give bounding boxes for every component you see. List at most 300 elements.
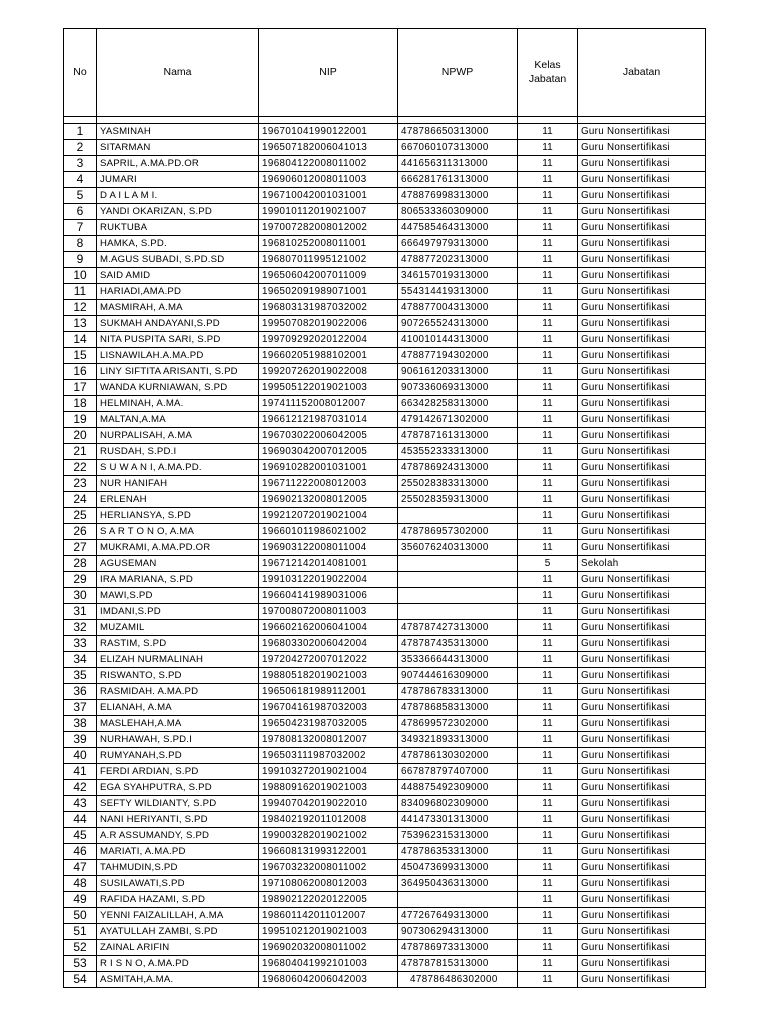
cell-jabatan: Guru Nonsertifikasi: [578, 668, 706, 684]
cell-kelas-jabatan: 11: [518, 524, 578, 540]
cell-nama: NANI HERIYANTI, S.PD: [97, 812, 259, 828]
cell-kelas-jabatan: 11: [518, 636, 578, 652]
cell-kelas-jabatan: 11: [518, 876, 578, 892]
cell-kelas-jabatan: 11: [518, 220, 578, 236]
table-row: [64, 604, 706, 620]
cell-npwp: 478787815313000: [398, 956, 518, 972]
cell-npwp: 441656311313000: [398, 156, 518, 172]
cell-npwp: [398, 572, 518, 588]
cell-nama: D A I L A M I.: [97, 188, 259, 204]
cell-nama: SAID AMID: [97, 268, 259, 284]
cell-nama: A.R ASSUMANDY, S.PD: [97, 828, 259, 844]
cell-npwp: 447585464313000: [398, 220, 518, 236]
cell-no: 22: [64, 460, 97, 476]
cell-nama: ELIZAH NURMALINAH: [97, 652, 259, 668]
cell-npwp: 666497979313000: [398, 236, 518, 252]
cell-kelas-jabatan: 11: [518, 972, 578, 988]
cell-jabatan: Sekolah: [578, 556, 706, 572]
cell-jabatan: Guru Nonsertifikasi: [578, 844, 706, 860]
cell-no: 40: [64, 748, 97, 764]
cell-jabatan: Guru Nonsertifikasi: [578, 476, 706, 492]
table-row: [64, 716, 706, 732]
cell-npwp: [398, 604, 518, 620]
cell-jabatan: Guru Nonsertifikasi: [578, 796, 706, 812]
cell-jabatan: Guru Nonsertifikasi: [578, 700, 706, 716]
table-row: [64, 796, 706, 812]
cell-no: 42: [64, 780, 97, 796]
cell-nama: HERLIANSYA, S.PD: [97, 508, 259, 524]
cell-nip: 196910282001031001: [259, 460, 398, 476]
cell-kelas-jabatan: 11: [518, 828, 578, 844]
cell-nip: 196711222008012003: [259, 476, 398, 492]
cell-nip: 196810252008011001: [259, 236, 398, 252]
cell-nama: LISNAWILAH.A.MA.PD: [97, 348, 259, 364]
table-row: [64, 588, 706, 604]
table-row: [64, 524, 706, 540]
cell-nama: M.AGUS SUBADI, S.PD.SD: [97, 252, 259, 268]
cell-nama: WANDA KURNIAWAN, S.PD: [97, 380, 259, 396]
cell-kelas-jabatan: 11: [518, 956, 578, 972]
cell-nip: 198902122020122005: [259, 892, 398, 908]
cell-npwp: 834096802309000: [398, 796, 518, 812]
table-row: [64, 316, 706, 332]
cell-jabatan: Guru Nonsertifikasi: [578, 876, 706, 892]
cell-jabatan: Guru Nonsertifikasi: [578, 172, 706, 188]
cell-npwp: 478786130302000: [398, 748, 518, 764]
cell-nama: MASLEHAH,A.MA: [97, 716, 259, 732]
cell-nama: MUZAMIL: [97, 620, 259, 636]
cell-no: 49: [64, 892, 97, 908]
cell-npwp: 255028383313000: [398, 476, 518, 492]
cell-npwp: 441473301313000: [398, 812, 518, 828]
cell-npwp: 753962315313000: [398, 828, 518, 844]
cell-no: 45: [64, 828, 97, 844]
table-row: [64, 300, 706, 316]
cell-jabatan: Guru Nonsertifikasi: [578, 748, 706, 764]
cell-nama: ZAINAL ARIFIN: [97, 940, 259, 956]
header-kelas-line2: Jabatan: [528, 72, 567, 85]
cell-nip: 196506181989112001: [259, 684, 398, 700]
cell-nip: 196906012008011003: [259, 172, 398, 188]
cell-jabatan: Guru Nonsertifikasi: [578, 572, 706, 588]
cell-nama: MUKRAMI, A.MA.PD.OR: [97, 540, 259, 556]
cell-jabatan: Guru Nonsertifikasi: [578, 140, 706, 156]
cell-no: 25: [64, 508, 97, 524]
cell-jabatan: Guru Nonsertifikasi: [578, 604, 706, 620]
cell-jabatan: Guru Nonsertifikasi: [578, 540, 706, 556]
cell-kelas-jabatan: 11: [518, 508, 578, 524]
cell-npwp: 907336069313000: [398, 380, 518, 396]
cell-npwp: 478786973313000: [398, 940, 518, 956]
cell-nip: 196507182006041013: [259, 140, 398, 156]
header-kelas-jabatan: [518, 29, 578, 117]
cell-nama: RAFIDA HAZAMI, S.PD: [97, 892, 259, 908]
cell-nip: 197808132008012007: [259, 732, 398, 748]
cell-npwp: 450473699313000: [398, 860, 518, 876]
cell-kelas-jabatan: 11: [518, 428, 578, 444]
cell-nama: NURPALISAH, A.MA: [97, 428, 259, 444]
cell-nama: SUSILAWATI,S.PD: [97, 876, 259, 892]
table-row: [64, 140, 706, 156]
cell-jabatan: Guru Nonsertifikasi: [578, 716, 706, 732]
cell-nip: 196503111987032002: [259, 748, 398, 764]
table-row: [64, 940, 706, 956]
cell-kelas-jabatan: 11: [518, 780, 578, 796]
cell-kelas-jabatan: 11: [518, 236, 578, 252]
cell-nama: RUKTUBA: [97, 220, 259, 236]
table-row: [64, 252, 706, 268]
cell-nama: YENNI FAIZALILLAH, A.MA: [97, 908, 259, 924]
cell-kelas-jabatan: 11: [518, 700, 578, 716]
cell-nip: 196704161987032003: [259, 700, 398, 716]
table-row: [64, 156, 706, 172]
cell-no: 26: [64, 524, 97, 540]
table-row: [64, 396, 706, 412]
cell-jabatan: Guru Nonsertifikasi: [578, 812, 706, 828]
cell-nip: 196602051988102001: [259, 348, 398, 364]
cell-jabatan: Guru Nonsertifikasi: [578, 620, 706, 636]
cell-no: 52: [64, 940, 97, 956]
table-row: [64, 700, 706, 716]
cell-no: 5: [64, 188, 97, 204]
cell-npwp: 353366644313000: [398, 652, 518, 668]
cell-nip: 197108062008012003: [259, 876, 398, 892]
cell-npwp: 477267649313000: [398, 908, 518, 924]
cell-no: 46: [64, 844, 97, 860]
table-row: [64, 844, 706, 860]
cell-no: 37: [64, 700, 97, 716]
cell-kelas-jabatan: 11: [518, 444, 578, 460]
table-row: [64, 876, 706, 892]
table-row: [64, 636, 706, 652]
table-row: [64, 684, 706, 700]
cell-no: 38: [64, 716, 97, 732]
table-row: [64, 188, 706, 204]
cell-no: 29: [64, 572, 97, 588]
cell-npwp: 346157019313000: [398, 268, 518, 284]
cell-npwp: 666281761313000: [398, 172, 518, 188]
cell-jabatan: Guru Nonsertifikasi: [578, 444, 706, 460]
cell-nip: 199207262019022008: [259, 364, 398, 380]
cell-kelas-jabatan: 11: [518, 476, 578, 492]
cell-nama: SUKMAH ANDAYANI,S.PD: [97, 316, 259, 332]
cell-npwp: 478786650313000: [398, 124, 518, 140]
cell-nama: JUMARI: [97, 172, 259, 188]
cell-npwp: 453552333313000: [398, 444, 518, 460]
table-row: [64, 572, 706, 588]
cell-no: 15: [64, 348, 97, 364]
cell-no: 32: [64, 620, 97, 636]
cell-npwp: 478787435313000: [398, 636, 518, 652]
cell-nama: MAWI,S.PD: [97, 588, 259, 604]
cell-kelas-jabatan: 11: [518, 284, 578, 300]
cell-no: 36: [64, 684, 97, 700]
cell-kelas-jabatan: 11: [518, 460, 578, 476]
cell-no: 24: [64, 492, 97, 508]
cell-nama: S U W A N I, A.MA.PD.: [97, 460, 259, 476]
cell-kelas-jabatan: 11: [518, 204, 578, 220]
cell-no: 18: [64, 396, 97, 412]
cell-npwp: 478786353313000: [398, 844, 518, 860]
cell-no: 21: [64, 444, 97, 460]
cell-no: 33: [64, 636, 97, 652]
cell-kelas-jabatan: 11: [518, 380, 578, 396]
table-row: [64, 892, 706, 908]
cell-kelas-jabatan: 11: [518, 332, 578, 348]
cell-nip: 196903122008011004: [259, 540, 398, 556]
table-row: [64, 364, 706, 380]
cell-nip: 197204272007012022: [259, 652, 398, 668]
cell-nama: YASMINAH: [97, 124, 259, 140]
table-row: [64, 172, 706, 188]
cell-jabatan: Guru Nonsertifikasi: [578, 732, 706, 748]
cell-no: 48: [64, 876, 97, 892]
cell-kelas-jabatan: 11: [518, 908, 578, 924]
table-row: [64, 732, 706, 748]
table-row: [64, 492, 706, 508]
cell-npwp: 448875492309000: [398, 780, 518, 796]
cell-nip: 196710042001031001: [259, 188, 398, 204]
table-row: [64, 748, 706, 764]
cell-jabatan: Guru Nonsertifikasi: [578, 492, 706, 508]
table-row: [64, 652, 706, 668]
cell-npwp: 364950436313000: [398, 876, 518, 892]
cell-nama: SEFTY WILDIANTY, S.PD: [97, 796, 259, 812]
cell-nama: YANDI OKARIZAN, S.PD: [97, 204, 259, 220]
cell-jabatan: Guru Nonsertifikasi: [578, 524, 706, 540]
cell-no: 43: [64, 796, 97, 812]
cell-jabatan: Guru Nonsertifikasi: [578, 316, 706, 332]
table-row: [64, 412, 706, 428]
cell-jabatan: Guru Nonsertifikasi: [578, 508, 706, 524]
table-row: [64, 204, 706, 220]
cell-nip: 198402192011012008: [259, 812, 398, 828]
table-row: [64, 284, 706, 300]
cell-no: 35: [64, 668, 97, 684]
employee-table: [63, 28, 706, 988]
cell-npwp: 478787427313000: [398, 620, 518, 636]
cell-jabatan: Guru Nonsertifikasi: [578, 348, 706, 364]
table-row: [64, 956, 706, 972]
cell-no: 31: [64, 604, 97, 620]
header-kelas-line1: Kelas: [534, 58, 561, 71]
table-row: [64, 924, 706, 940]
cell-jabatan: Guru Nonsertifikasi: [578, 684, 706, 700]
table-row: [64, 508, 706, 524]
cell-nip: 196806042006042003: [259, 972, 398, 988]
cell-npwp: 478699572302000: [398, 716, 518, 732]
cell-nama: RASTIM, S.PD: [97, 636, 259, 652]
cell-nip: 198601142011012007: [259, 908, 398, 924]
cell-npwp: 356076240313000: [398, 540, 518, 556]
cell-nama: ELIANAH, A.MA: [97, 700, 259, 716]
cell-jabatan: Guru Nonsertifikasi: [578, 252, 706, 268]
cell-no: 17: [64, 380, 97, 396]
cell-nip: 196712142014081001: [259, 556, 398, 572]
cell-nama: HARIADI,AMA.PD: [97, 284, 259, 300]
cell-nip: 199507082019022006: [259, 316, 398, 332]
cell-jabatan: Guru Nonsertifikasi: [578, 412, 706, 428]
cell-no: 13: [64, 316, 97, 332]
cell-nip: 196903042007012005: [259, 444, 398, 460]
cell-jabatan: Guru Nonsertifikasi: [578, 956, 706, 972]
cell-npwp: [398, 556, 518, 572]
table-body: [64, 117, 706, 988]
cell-jabatan: Guru Nonsertifikasi: [578, 124, 706, 140]
cell-nip: 196701041990122001: [259, 124, 398, 140]
cell-nama: R I S N O, A.MA.PD: [97, 956, 259, 972]
cell-no: 11: [64, 284, 97, 300]
cell-kelas-jabatan: 11: [518, 684, 578, 700]
cell-nip: 196604141989031006: [259, 588, 398, 604]
cell-nama: S A R T O N O, A.MA: [97, 524, 259, 540]
cell-npwp: 667060107313000: [398, 140, 518, 156]
cell-jabatan: Guru Nonsertifikasi: [578, 652, 706, 668]
table-row: [64, 556, 706, 572]
cell-jabatan: Guru Nonsertifikasi: [578, 332, 706, 348]
cell-kelas-jabatan: 11: [518, 268, 578, 284]
table-row: [64, 972, 706, 988]
cell-npwp: 478786783313000: [398, 684, 518, 700]
cell-npwp: 478786858313000: [398, 700, 518, 716]
cell-npwp: 478787161313000: [398, 428, 518, 444]
table-header-row: [64, 29, 706, 117]
cell-npwp: 906161203313000: [398, 364, 518, 380]
cell-nip: 199510212019021003: [259, 924, 398, 940]
cell-npwp: 478877004313000: [398, 300, 518, 316]
cell-jabatan: Guru Nonsertifikasi: [578, 828, 706, 844]
cell-nama: NUR HANIFAH: [97, 476, 259, 492]
cell-npwp: 478877202313000: [398, 252, 518, 268]
cell-nip: 199103272019021004: [259, 764, 398, 780]
cell-no: 20: [64, 428, 97, 444]
cell-nip: 199003282019021002: [259, 828, 398, 844]
cell-nama: IMDANI,S.PD: [97, 604, 259, 620]
cell-npwp: [398, 588, 518, 604]
cell-kelas-jabatan: 11: [518, 396, 578, 412]
cell-nama: MASMIRAH, A.MA: [97, 300, 259, 316]
cell-no: 30: [64, 588, 97, 604]
table-row: [64, 428, 706, 444]
cell-jabatan: Guru Nonsertifikasi: [578, 380, 706, 396]
cell-nip: 198805182019021003: [259, 668, 398, 684]
cell-kelas-jabatan: 11: [518, 716, 578, 732]
cell-kelas-jabatan: 11: [518, 412, 578, 428]
cell-kelas-jabatan: 11: [518, 572, 578, 588]
cell-jabatan: Guru Nonsertifikasi: [578, 364, 706, 380]
cell-kelas-jabatan: 11: [518, 316, 578, 332]
cell-kelas-jabatan: 11: [518, 844, 578, 860]
cell-kelas-jabatan: 11: [518, 540, 578, 556]
cell-jabatan: Guru Nonsertifikasi: [578, 236, 706, 252]
cell-kelas-jabatan: 11: [518, 732, 578, 748]
cell-npwp: 667878797407000: [398, 764, 518, 780]
cell-nip: 196502091989071001: [259, 284, 398, 300]
cell-nip: 196807011995121002: [259, 252, 398, 268]
cell-jabatan: Guru Nonsertifikasi: [578, 860, 706, 876]
cell-npwp: 410010144313000: [398, 332, 518, 348]
cell-kelas-jabatan: 11: [518, 940, 578, 956]
cell-no: 34: [64, 652, 97, 668]
cell-nama: HELMINAH, A.MA.: [97, 396, 259, 412]
cell-npwp: 907306294313000: [398, 924, 518, 940]
employee-table-sheet: [63, 28, 705, 988]
cell-nama: MARIATI, A.MA.PD: [97, 844, 259, 860]
cell-nip: 199010112019021007: [259, 204, 398, 220]
cell-npwp: 479142671302000: [398, 412, 518, 428]
cell-npwp: 478876998313000: [398, 188, 518, 204]
cell-kelas-jabatan: 11: [518, 300, 578, 316]
cell-jabatan: Guru Nonsertifikasi: [578, 204, 706, 220]
table-row: [64, 540, 706, 556]
cell-kelas-jabatan: 11: [518, 860, 578, 876]
cell-kelas-jabatan: 11: [518, 652, 578, 668]
table-row: [64, 668, 706, 684]
cell-no: 53: [64, 956, 97, 972]
cell-nip: 199212072019021004: [259, 508, 398, 524]
cell-npwp: [398, 508, 518, 524]
cell-no: 16: [64, 364, 97, 380]
cell-jabatan: Guru Nonsertifikasi: [578, 300, 706, 316]
cell-nama: NURHAWAH, S.PD.I: [97, 732, 259, 748]
cell-no: 9: [64, 252, 97, 268]
cell-nama: IRA MARIANA, S.PD: [97, 572, 259, 588]
cell-jabatan: Guru Nonsertifikasi: [578, 156, 706, 172]
cell-no: 44: [64, 812, 97, 828]
cell-no: 6: [64, 204, 97, 220]
cell-kelas-jabatan: 11: [518, 620, 578, 636]
cell-npwp: 478786957302000: [398, 524, 518, 540]
cell-kelas-jabatan: 11: [518, 492, 578, 508]
table-row: [64, 124, 706, 140]
cell-nip: 197411152008012007: [259, 396, 398, 412]
cell-nip: 199505122019021003: [259, 380, 398, 396]
cell-no: 7: [64, 220, 97, 236]
cell-no: 28: [64, 556, 97, 572]
cell-jabatan: Guru Nonsertifikasi: [578, 396, 706, 412]
header-jabatan: Jabatan: [578, 29, 706, 117]
cell-kelas-jabatan: 11: [518, 252, 578, 268]
cell-kelas-jabatan: 11: [518, 588, 578, 604]
cell-no: 27: [64, 540, 97, 556]
cell-nip: 196703232008011002: [259, 860, 398, 876]
cell-kelas-jabatan: 11: [518, 156, 578, 172]
cell-kelas-jabatan: 5: [518, 556, 578, 572]
table-row: [64, 236, 706, 252]
cell-nama: TAHMUDIN,S.PD: [97, 860, 259, 876]
cell-kelas-jabatan: 11: [518, 140, 578, 156]
cell-no: 54: [64, 972, 97, 988]
cell-kelas-jabatan: 11: [518, 188, 578, 204]
cell-nip: 199103122019022004: [259, 572, 398, 588]
cell-no: 2: [64, 140, 97, 156]
table-row: [64, 780, 706, 796]
cell-nama: RASMIDAH. A.MA.PD: [97, 684, 259, 700]
header-nama: Nama: [97, 29, 259, 117]
cell-nip: 199709292020122004: [259, 332, 398, 348]
table-row: [64, 828, 706, 844]
cell-nip: 196804122008011002: [259, 156, 398, 172]
table-row: [64, 220, 706, 236]
cell-nip: 196601011986021002: [259, 524, 398, 540]
cell-nip: 197007282008012002: [259, 220, 398, 236]
cell-nip: 196902132008012005: [259, 492, 398, 508]
cell-no: 50: [64, 908, 97, 924]
cell-nip: 196612121987031014: [259, 412, 398, 428]
cell-jabatan: Guru Nonsertifikasi: [578, 284, 706, 300]
cell-nip: 196803302006042004: [259, 636, 398, 652]
cell-nip: 198809162019021003: [259, 780, 398, 796]
